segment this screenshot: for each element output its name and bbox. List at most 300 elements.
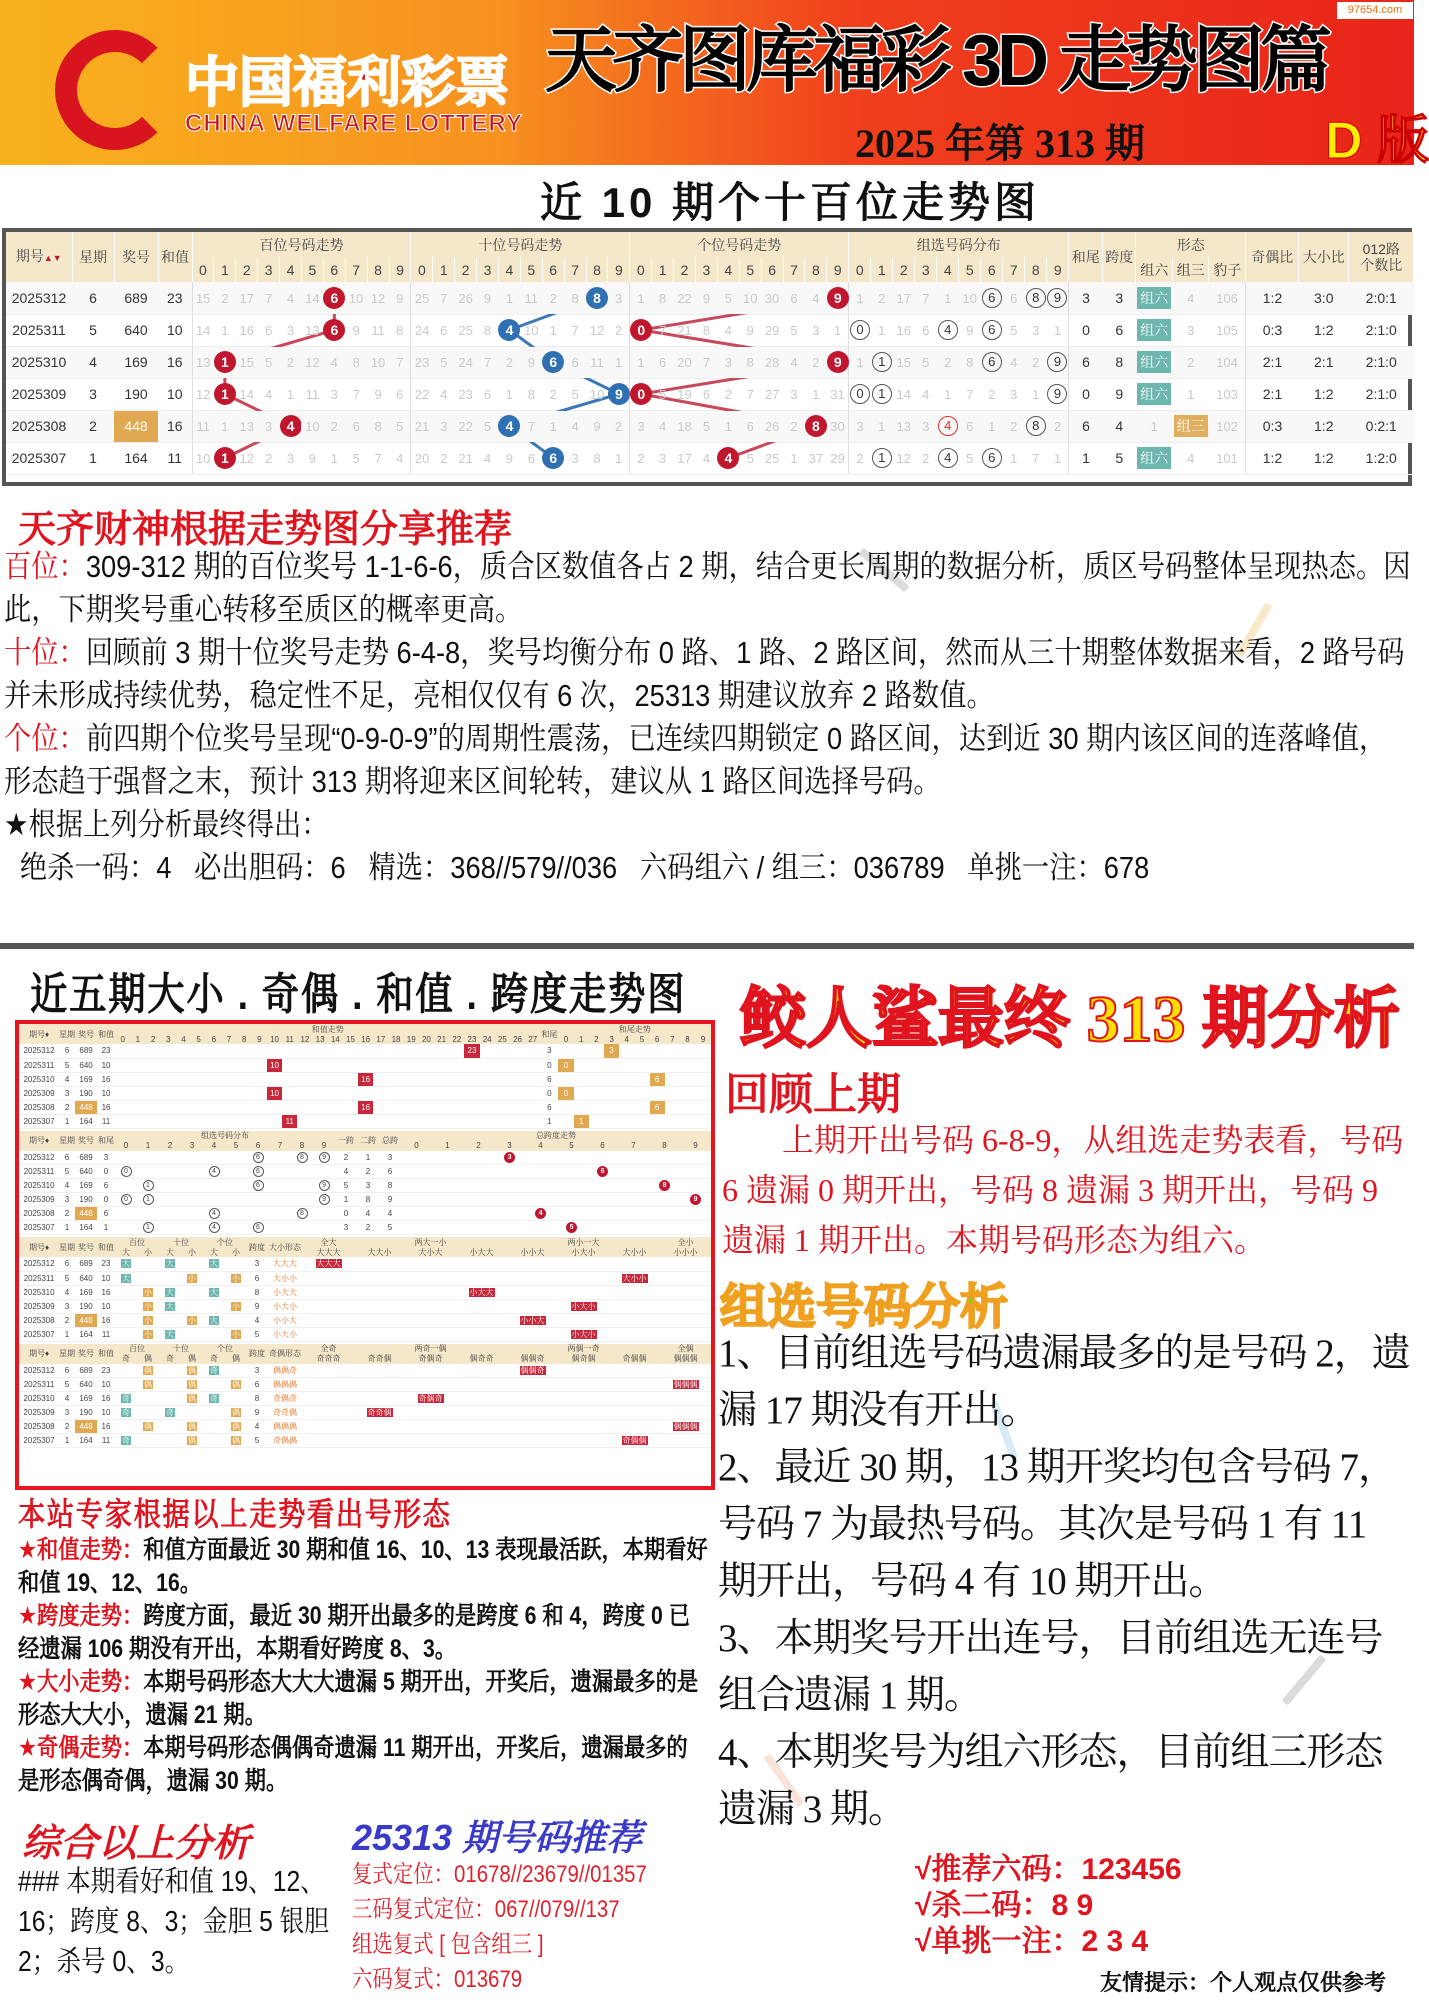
number-cell: 164	[75, 1327, 97, 1341]
pattern-cell	[354, 1392, 405, 1406]
sum-trend-cell	[206, 1100, 221, 1114]
form-cell	[1209, 282, 1246, 314]
group-cell	[871, 410, 893, 442]
sum-trend-cell	[297, 1072, 312, 1086]
hundreds-cell	[323, 282, 345, 314]
miss-count: 9	[352, 323, 360, 338]
period-cell: 2025310	[6, 346, 72, 378]
week-cell: 5	[59, 1165, 75, 1179]
tens-ball: 6	[542, 447, 564, 469]
miss-count: 9	[593, 419, 601, 434]
position-cell	[115, 1392, 137, 1406]
miss-count: 2	[856, 451, 864, 466]
table-row	[19, 1044, 711, 1058]
group-circle: 0	[850, 384, 870, 404]
sum-trend-cell	[434, 1058, 449, 1072]
span-digit-header: 5	[556, 1141, 587, 1151]
tens-cell	[411, 378, 433, 410]
span-cell: 8	[1103, 346, 1136, 378]
miss-count: 4	[1010, 355, 1018, 370]
miss-count: 14	[305, 290, 320, 306]
span-trend-cell	[680, 1179, 711, 1193]
position-cell	[181, 1257, 203, 1271]
hundreds-header: 百位号码走势	[192, 232, 411, 257]
position-cell	[181, 1313, 203, 1327]
position-cell	[225, 1257, 247, 1271]
tens-cell	[608, 346, 630, 378]
form-cell	[1209, 346, 1246, 378]
route012-cell: 2:1:0	[1349, 378, 1414, 410]
pattern-tag: 偶偶奇	[520, 1365, 545, 1375]
miss-count: 17	[677, 451, 692, 466]
hundreds-ball: 1	[214, 447, 236, 469]
period-cell: 2025311	[19, 1271, 59, 1285]
sum-trend-cell	[388, 1072, 403, 1086]
miss-count: 4	[659, 419, 667, 434]
miss-count: 9	[505, 451, 514, 466]
table-row	[19, 1420, 711, 1434]
table-row	[6, 314, 1414, 346]
miss-count: 1	[790, 451, 798, 466]
miss-count: 1	[549, 419, 557, 434]
units-cell	[827, 410, 849, 442]
position-tag: 奇	[122, 1436, 130, 1445]
column-divider	[711, 1040, 715, 1480]
odd-even-block	[19, 1344, 711, 1449]
miss-count: 5	[966, 451, 974, 466]
pattern-cell	[354, 1299, 405, 1313]
group-cell	[871, 442, 893, 474]
hundreds-cell	[192, 314, 214, 346]
pattern-cell	[354, 1327, 405, 1341]
sum-trend-cell	[510, 1086, 525, 1100]
sum-trend-cell	[510, 1072, 525, 1086]
sum-trend-cell	[191, 1044, 206, 1058]
digit-header: 0	[849, 257, 871, 282]
big-small-cell: 1:2	[1299, 378, 1349, 410]
number-cell: 190	[75, 1299, 97, 1313]
big-small-block	[19, 1237, 711, 1342]
miss-count: 4	[265, 387, 273, 402]
span-trend-cell	[432, 1151, 463, 1165]
hundreds-cell	[345, 346, 367, 378]
pattern-cell	[660, 1364, 711, 1378]
sum-trend-cell: 10	[267, 1058, 282, 1072]
span-digit-header: 7	[618, 1141, 649, 1151]
sum-trend-cell	[495, 1086, 510, 1100]
final-recommendations	[915, 1852, 1182, 1960]
miss-count: 2	[944, 355, 952, 370]
group-cell	[959, 282, 981, 314]
sum-trend-cell	[115, 1114, 130, 1128]
tail-cell: 3	[97, 1151, 115, 1165]
group-cell	[959, 314, 981, 346]
conclusion-text: 绝杀一码：4 必出胆码：6 精选：368//579//036 六码组六 / 组三：036789 单挑一注：678	[19, 850, 1150, 885]
pattern-tag: 奇偶偶	[622, 1436, 647, 1445]
period-cell: 2025312	[19, 1044, 59, 1058]
span-digit-header: 8	[649, 1141, 680, 1151]
form-text-cell: 小大小	[267, 1327, 303, 1341]
expert-notes	[18, 1494, 708, 1798]
hundreds-cell	[280, 282, 302, 314]
miss-count: 5	[659, 387, 667, 402]
period-cell: 2025310	[19, 1285, 59, 1299]
sum-cell: 23	[158, 282, 192, 314]
miss-count: 16	[239, 323, 254, 338]
group-circle: 8	[297, 1208, 308, 1219]
expert-label: ★大小走势：	[18, 1668, 144, 1696]
tail-col-header: 9	[695, 1034, 711, 1044]
sum-trend-cell	[480, 1072, 495, 1086]
miss-count: 31	[830, 387, 845, 402]
sum-trend-cell	[297, 1044, 312, 1058]
hundreds-cell	[389, 378, 411, 410]
position-cell	[137, 1434, 159, 1448]
span-trend-cell	[556, 1221, 587, 1235]
span-trend-cell	[463, 1179, 494, 1193]
tens-cell	[477, 378, 499, 410]
span-trend-cell	[680, 1151, 711, 1165]
group-cell	[247, 1207, 269, 1221]
hundreds-cell	[323, 314, 345, 346]
miss-count: 8	[374, 419, 382, 434]
big-small-cell: 1:2	[1299, 442, 1349, 474]
pattern-col-header: 小大大	[456, 1247, 507, 1257]
sum-trend-cell	[221, 1072, 236, 1086]
pattern-cell	[303, 1406, 354, 1420]
period-cell: 2025307	[6, 442, 72, 474]
position-cell	[137, 1420, 159, 1434]
pattern-cell	[507, 1364, 558, 1378]
sum-trend-cell	[282, 1086, 297, 1100]
group-cell	[313, 1193, 335, 1207]
miss-count: 4	[440, 387, 448, 402]
units-cell	[827, 442, 849, 474]
sum-trend-cell	[480, 1044, 495, 1058]
units-header: 个位号码走势	[630, 232, 849, 257]
miss-count: 8	[571, 290, 579, 306]
units-cell	[805, 314, 827, 346]
sum-trend-cell	[480, 1086, 495, 1100]
form-badge: 组六	[1137, 287, 1171, 309]
sum-trend-cell	[510, 1100, 525, 1114]
units-cell	[783, 282, 805, 314]
position-tag: 小	[144, 1301, 152, 1311]
sum-trend-cell	[464, 1086, 479, 1100]
hundreds-cell	[345, 314, 367, 346]
pattern-cell	[660, 1327, 711, 1341]
position-tag: 偶	[188, 1422, 196, 1431]
sum-trend-cell	[191, 1086, 206, 1100]
pattern-cell	[354, 1257, 405, 1271]
span-total-cell: 8	[379, 1179, 401, 1193]
position-cell	[115, 1406, 137, 1420]
group-circle: 0	[121, 1194, 132, 1205]
span-trend-cell	[494, 1179, 525, 1193]
sum-trend-cell	[252, 1086, 267, 1100]
pattern-cell	[507, 1327, 558, 1341]
pattern-cell	[303, 1313, 354, 1327]
tail-trend-cell	[634, 1100, 649, 1114]
group-cell	[1025, 282, 1047, 314]
miss-count: 1	[1053, 323, 1062, 338]
digit-header: 5	[739, 257, 761, 282]
pattern-cell	[456, 1420, 507, 1434]
sum-header: 和值	[158, 232, 192, 282]
sum-cell: 16	[97, 1313, 115, 1327]
route012-label: 012路	[1362, 241, 1400, 257]
hundreds-cell	[345, 282, 367, 314]
group-circle: 0	[850, 320, 870, 340]
table-row	[19, 1100, 711, 1114]
span-trend-cell	[649, 1207, 680, 1221]
span-cell: 4	[247, 1313, 267, 1327]
group-cell	[871, 378, 893, 410]
group-cell	[269, 1179, 291, 1193]
miss-count: 13	[195, 355, 211, 370]
position-tag: 偶	[144, 1380, 152, 1389]
number-cell: 448	[75, 1100, 97, 1114]
group-header: 组选号码分布	[849, 232, 1069, 257]
miss-count: 5	[922, 355, 930, 370]
hundreds-cell	[389, 346, 411, 378]
group-circle: 6	[982, 320, 1002, 340]
miss-count: 6	[483, 387, 492, 402]
hundreds-cell	[236, 442, 258, 474]
position-tag: 小	[232, 1273, 240, 1283]
group-cell	[893, 282, 915, 314]
tail-col-header: 0	[558, 1034, 573, 1044]
big-small-cell: 1:2	[1299, 410, 1349, 442]
miss-count: 9	[527, 355, 535, 370]
digit-header: 3	[258, 257, 280, 282]
sub-header: 大	[159, 1247, 181, 1257]
pattern-cell	[303, 1392, 354, 1406]
group-cell	[137, 1193, 159, 1207]
digit-header: 2	[236, 257, 258, 282]
tens-cell	[498, 314, 520, 346]
group-cell	[159, 1165, 181, 1179]
hundreds-cell	[323, 378, 345, 410]
issue-number: 2025 年第 313 期	[855, 121, 1145, 166]
position-cell	[137, 1257, 159, 1271]
position-tag: 偶	[188, 1365, 196, 1375]
group-cell	[203, 1193, 225, 1207]
sum-trend-cell	[267, 1044, 282, 1058]
pattern-tag: 小大小	[571, 1301, 596, 1311]
number-cell: 169	[75, 1179, 97, 1193]
table-row	[19, 1364, 711, 1378]
group-cell	[1003, 314, 1025, 346]
pattern-cell	[558, 1271, 609, 1285]
odd-even-cell: 2:1	[1246, 378, 1299, 410]
sum-trend-cell	[313, 1100, 328, 1114]
position-cell	[115, 1271, 137, 1285]
units-cell	[717, 346, 739, 378]
span1-cell: 0	[335, 1207, 357, 1221]
sum-col-header: 4	[176, 1034, 191, 1044]
pattern-tag: 小大小	[571, 1329, 596, 1339]
position-cell	[225, 1285, 247, 1299]
group-cell	[247, 1193, 269, 1207]
tail-cell: 1	[1069, 442, 1103, 474]
pattern-cell	[609, 1285, 660, 1299]
miss-count: 3	[1010, 387, 1018, 402]
hundreds-cell	[192, 378, 214, 410]
sum-col-header: 7	[221, 1034, 236, 1044]
tail-trend-cell	[619, 1072, 634, 1086]
sum-trend-cell	[480, 1114, 495, 1128]
units-cell	[630, 346, 652, 378]
miss-count: 1	[286, 387, 295, 402]
page-title: 天齐图库福彩 3D 走势图篇	[545, 21, 1328, 101]
week-cell: 4	[59, 1285, 75, 1299]
group-circle: 8	[1026, 288, 1046, 308]
tens-cell	[498, 346, 520, 378]
position-cell	[137, 1313, 159, 1327]
position-cell	[137, 1406, 159, 1420]
tens-cell	[520, 442, 542, 474]
digit-header: 5	[959, 257, 981, 282]
pattern-col-header: 奇偶偶	[609, 1354, 660, 1364]
pattern-cell	[558, 1313, 609, 1327]
group-circle: 6	[253, 1166, 264, 1177]
span-trend-cell	[525, 1207, 556, 1221]
pattern-cell	[456, 1378, 507, 1392]
sum-col-header: 24	[480, 1034, 495, 1044]
miss-count: 2	[286, 355, 295, 370]
miss-count: 9	[308, 451, 317, 466]
pattern-cell	[660, 1313, 711, 1327]
group-cell	[247, 1179, 269, 1193]
pattern-cell	[354, 1285, 405, 1299]
pattern-cell	[405, 1313, 456, 1327]
span-total-cell: 3	[379, 1151, 401, 1165]
col-header: 星期	[59, 1131, 75, 1151]
sum-col-header: 17	[373, 1034, 388, 1044]
units-cell	[761, 314, 783, 346]
sum-trend-cell	[161, 1086, 176, 1100]
span2-cell: 1	[357, 1151, 379, 1165]
group-circle: 6	[253, 1222, 264, 1233]
hundreds-cell	[214, 410, 236, 442]
sum-trend-cell	[419, 1100, 434, 1114]
position-cell	[159, 1392, 181, 1406]
miss-count: 6	[440, 323, 448, 338]
group-cell	[893, 378, 915, 410]
group-cell	[937, 410, 959, 442]
sum-trend-cell	[161, 1072, 176, 1086]
group-cell	[203, 1165, 225, 1179]
group-cell	[937, 346, 959, 378]
sum-trend-cell	[510, 1044, 525, 1058]
miss-count: 1	[505, 290, 514, 306]
tail-header: 和尾	[540, 1024, 558, 1044]
number-cell: 190	[75, 1406, 97, 1420]
units-cell	[674, 282, 696, 314]
form-cell	[1173, 346, 1209, 378]
miss-count: 9	[374, 387, 382, 402]
tail-trend-cell	[680, 1100, 695, 1114]
group-point: 3、本期奖号开出连号，目前组选无连号组合遗漏 1 期。	[718, 1617, 1383, 1717]
miss-count: 7	[265, 290, 273, 306]
units-cell	[805, 442, 827, 474]
sum-trend-cell	[115, 1072, 130, 1086]
sum-trend-cell	[176, 1086, 191, 1100]
span-digit-header: 6	[587, 1141, 618, 1151]
units-cell	[827, 282, 849, 314]
position-cell	[181, 1434, 203, 1448]
col-header: 奖号	[75, 1131, 97, 1151]
pattern-cell	[609, 1364, 660, 1378]
group-cell	[915, 314, 937, 346]
rec-kill-two: √杀二码：8 9	[915, 1889, 1094, 1922]
pattern-cell	[456, 1257, 507, 1271]
span-cell: 9	[1103, 378, 1136, 410]
sum-trend-cell	[252, 1058, 267, 1072]
trend-table-panel	[2, 228, 1412, 486]
analysis-units	[4, 717, 1412, 803]
span-cell: 3	[1103, 282, 1136, 314]
form-text-cell: 偶偶偶	[267, 1420, 303, 1434]
group-circle: 4	[209, 1208, 220, 1219]
sum-trend-cell	[419, 1044, 434, 1058]
week-cell: 3	[59, 1406, 75, 1420]
form-cell	[1209, 314, 1246, 346]
tens-cell	[411, 410, 433, 442]
miss-count: 8	[702, 323, 711, 338]
miss-count: 8	[659, 290, 667, 306]
position-cell	[115, 1285, 137, 1299]
miss-count: 104	[1216, 355, 1238, 370]
period-header[interactable]	[6, 232, 72, 282]
sum-trend-cell	[145, 1100, 160, 1114]
miss-count: 7	[396, 355, 404, 370]
group-cell	[225, 1165, 247, 1179]
pick-line: 六码复式：013679	[352, 1966, 523, 1993]
pattern-cell	[507, 1299, 558, 1313]
span-trend-cell	[587, 1193, 618, 1207]
col-header: 星期	[59, 1237, 75, 1257]
span-digit-header: 4	[525, 1141, 556, 1151]
group-cell	[225, 1221, 247, 1235]
sum-cell: 23	[97, 1257, 115, 1271]
group-circle: 4	[209, 1222, 220, 1233]
hundreds-cell	[323, 410, 345, 442]
span-ball: 8	[659, 1180, 670, 1191]
miss-count: 4	[286, 290, 295, 306]
miss-count: 24	[458, 355, 473, 370]
tail-trend-cell	[634, 1072, 649, 1086]
sum-trend-cell	[130, 1058, 145, 1072]
miss-count: 5	[571, 387, 579, 402]
hundreds-cell	[280, 378, 302, 410]
tail-col-header: 7	[665, 1034, 680, 1044]
miss-count: 26	[764, 419, 780, 434]
hundreds-cell	[258, 282, 280, 314]
units-cell	[739, 314, 761, 346]
span-trend-cell	[649, 1221, 680, 1235]
miss-count: 8	[746, 355, 754, 370]
pattern-cell	[507, 1378, 558, 1392]
miss-count: 1	[1010, 451, 1018, 466]
group-cell	[937, 314, 959, 346]
miss-count: 1	[1053, 451, 1062, 466]
digit-header: 9	[1047, 257, 1069, 282]
group-cell	[137, 1207, 159, 1221]
sum-trend-cell	[282, 1044, 297, 1058]
sum-trend-cell	[267, 1072, 282, 1086]
